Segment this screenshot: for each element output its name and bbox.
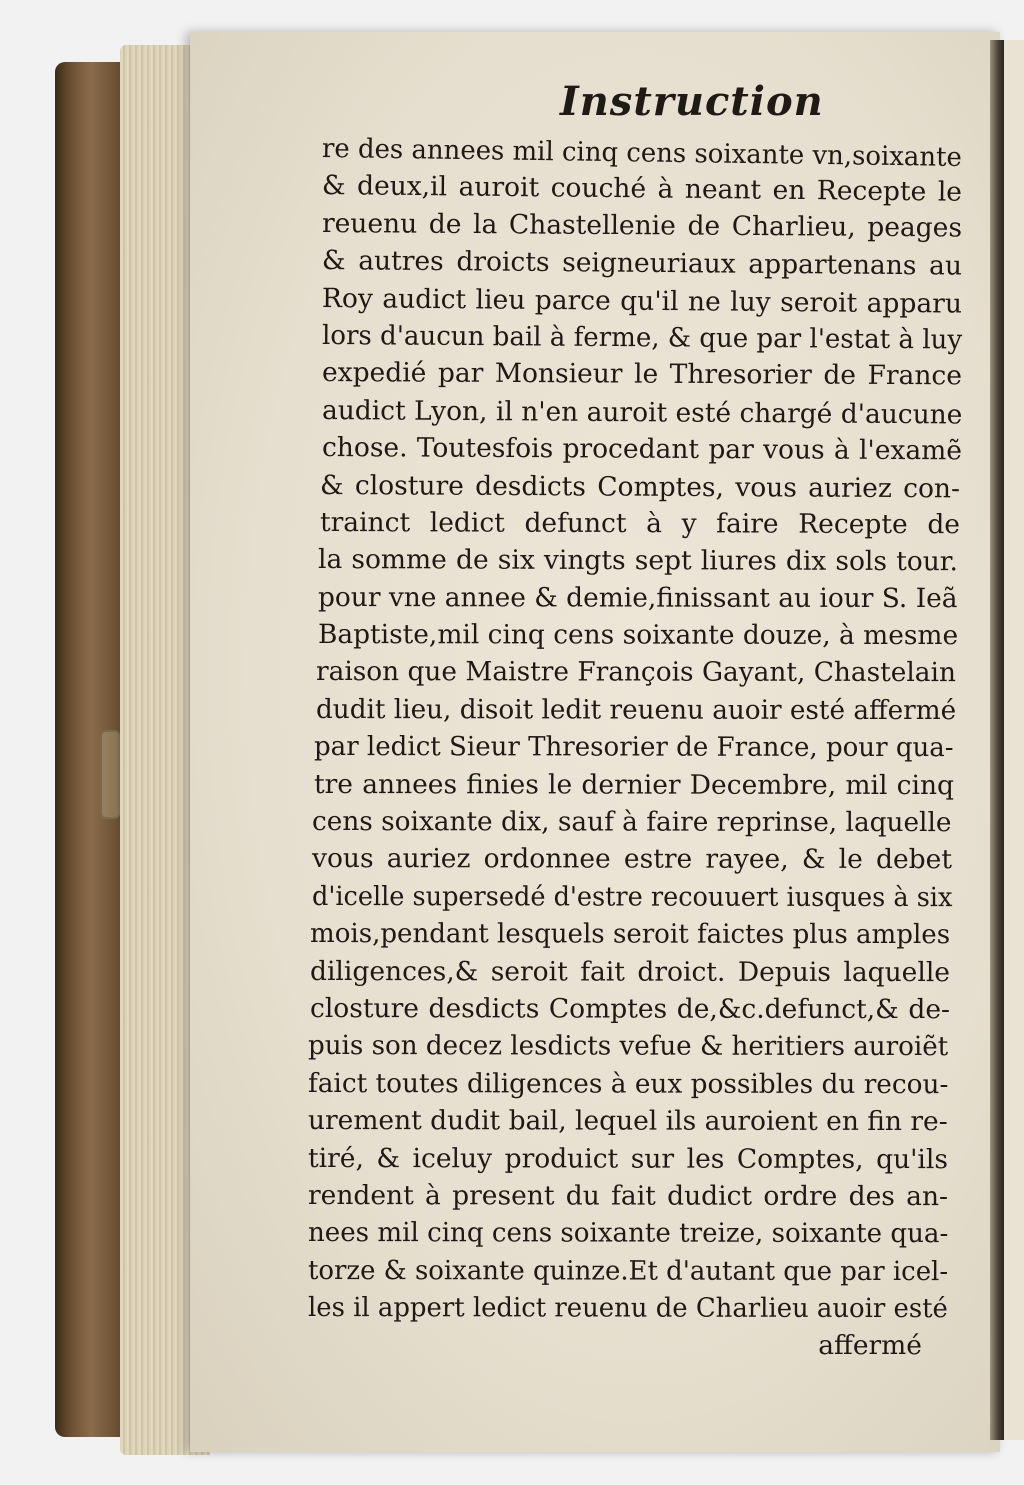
text-line: raison que Maistre François Gayant, Chastelain [315, 656, 956, 689]
text-line: par ledict Sieur Thresorier de France, pour qua- [313, 731, 954, 764]
text-line: nees mil cinq cens soixante treize, soixante qua- [307, 1217, 949, 1250]
catchword: affermé [818, 1329, 922, 1361]
text-line: puis son decez lesdicts vefue & heritiers auroiẽt [307, 1030, 949, 1063]
body-text [307, 130, 963, 1364]
text-line: urement dudit bail, lequel ils auroient en fin re- [307, 1105, 948, 1138]
text-line: tre annees finies le dernier Decembre, mil cinq [313, 768, 955, 801]
text-line: faict toutes diligences à eux possibles du recou- [307, 1067, 949, 1100]
text-line: les il appert ledict reuenu de Charlieu auoir esté [307, 1292, 948, 1325]
text-line: dudit lieu, disoit ledit reuenu auoir esté affermé [315, 693, 957, 726]
text-line: & closture desdicts Comptes, vous auriez con- [319, 469, 961, 504]
facing-page-edge [1004, 40, 1024, 1440]
text-line: reuenu de la Chastellenie de Charlieu, peages [321, 207, 963, 244]
text-line: closture desdicts Comptes de,&c.defunct,& de- [309, 992, 951, 1026]
running-title: Instruction [560, 78, 824, 125]
text-line: Baptiste,mil cinq cens soixante douze, à mesme [317, 619, 959, 652]
text-line: torze & soixante quinze.Et d'autant que par icel- [307, 1254, 949, 1287]
text-line: mois,pendant lesquels seroit faictes plus amples [309, 918, 951, 951]
text-line: chose. Toutesfois procedant par vous à l'examẽ [321, 432, 963, 467]
text-line: expedié par Monsieur le Thresorier de France [321, 357, 963, 392]
text-line: tiré, & iceluy produict sur les Comptes, qu'ils [307, 1142, 949, 1175]
text-line: audict Lyon, il n'en auroit esté chargé d'aucune [321, 394, 963, 431]
text-line: cens soixante dix, sauf à faire reprinse, laquelle [311, 806, 952, 839]
text-line: la somme de six vingts sept liures dix sols tour. [317, 544, 959, 578]
text-line: trainct ledict defunct à y faire Recepte de [319, 506, 961, 541]
text-line: diligences,& seroit fait droict. Depuis laquelle [309, 955, 951, 988]
text-line: pour vne annee & demie,finissant au iour S. Ieã [317, 581, 958, 614]
text-line: rendent à present du fait dudict ordre des an- [307, 1179, 949, 1213]
clasp-mark [100, 730, 120, 819]
text-line: & deux,il auroit couché à neant en Recepte le [321, 170, 963, 209]
text-line: vous auriez ordonnee estre rayee, & le debet [311, 843, 953, 876]
gutter-shadow [990, 40, 1004, 1440]
text-line: lors d'aucun bail à ferme, & que par l'estat à luy [321, 319, 963, 356]
text-line: d'icelle supersedé d'estre recouuert iusques à six [311, 880, 953, 913]
text-line: re des annees mil cinq cens soixante vn,soixante [321, 133, 963, 173]
text-line: & autres droicts seigneuriaux appartenans au [321, 245, 963, 282]
text-line: Roy audict lieu parce qu'il ne luy seroit apparu [321, 282, 963, 320]
